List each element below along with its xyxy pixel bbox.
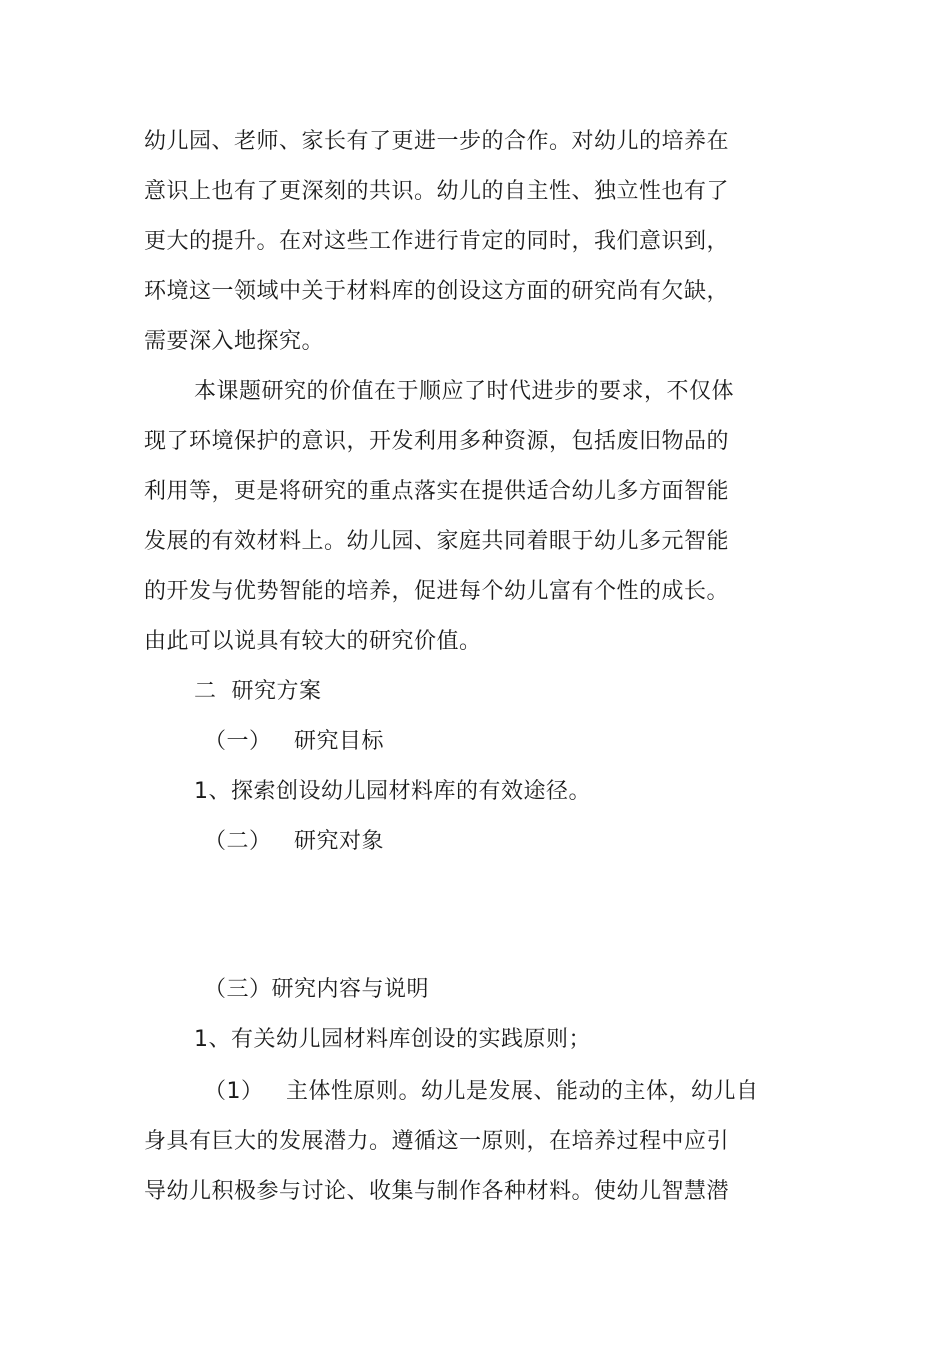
paragraph-line: （1） 主体性原则。幼儿是发展、能动的主体，幼儿自 bbox=[204, 1079, 759, 1104]
paragraph-line: 本课题研究的价值在于顺应了时代进步的要求，不仅体 bbox=[194, 379, 735, 404]
section-heading: 二 研究方案 bbox=[194, 679, 322, 704]
paragraph-line: 环境这一领域中关于材料库的创设这方面的研究尚有欠缺， bbox=[144, 279, 730, 304]
paragraph-line: 由此可以说具有较大的研究价值。 bbox=[144, 629, 482, 654]
paragraph-line: 导幼儿积极参与讨论、收集与制作各种材料。使幼儿智慧潜 bbox=[144, 1179, 730, 1204]
paragraph-line: 需要深入地探究。 bbox=[144, 329, 325, 354]
paragraph-line: 现了环境保护的意识，开发利用多种资源，包括废旧物品的 bbox=[144, 429, 730, 454]
paragraph-line: 身具有巨大的发展潜力。遵循这一原则，在培养过程中应引 bbox=[144, 1129, 730, 1154]
list-item: 1、探索创设幼儿园材料库的有效途径。 bbox=[194, 779, 591, 804]
subsection-heading: （三）研究内容与说明 bbox=[204, 977, 430, 1002]
paragraph-line: 更大的提升。在对这些工作进行肯定的同时，我们意识到， bbox=[144, 229, 730, 254]
subsection-heading: （二） 研究对象 bbox=[204, 829, 384, 854]
paragraph-line: 幼儿园、老师、家长有了更进一步的合作。对幼儿的培养在 bbox=[144, 129, 730, 154]
paragraph-line: 的开发与优势智能的培养，促进每个幼儿富有个性的成长。 bbox=[144, 579, 730, 604]
paragraph-line: 意识上也有了更深刻的共识。幼儿的自主性、独立性也有了 bbox=[144, 179, 730, 204]
paragraph-line: 利用等，更是将研究的重点落实在提供适合幼儿多方面智能 bbox=[144, 479, 730, 504]
paragraph-line: 发展的有效材料上。幼儿园、家庭共同着眼于幼儿多元智能 bbox=[144, 529, 730, 554]
list-item: 1、有关幼儿园材料库创设的实践原则； bbox=[194, 1027, 591, 1052]
subsection-heading: （一） 研究目标 bbox=[204, 729, 384, 754]
